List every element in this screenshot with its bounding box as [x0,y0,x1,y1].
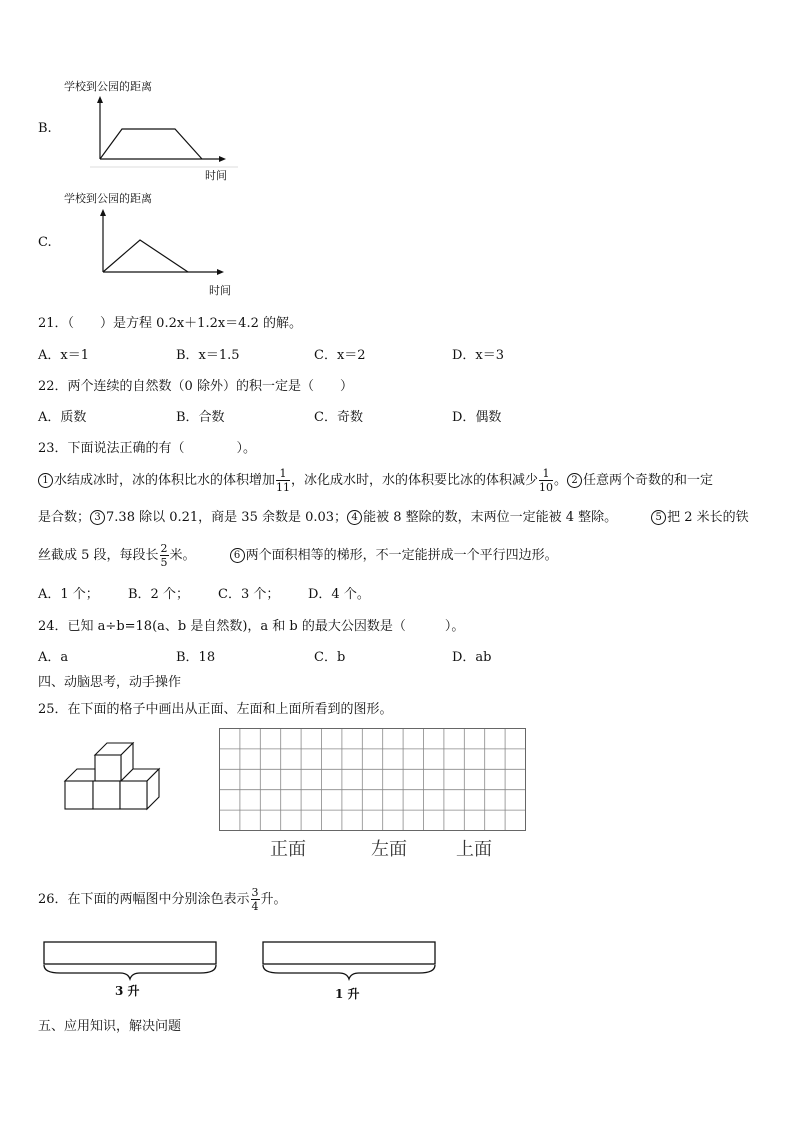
graph-c-xlabel: 时间 [209,284,231,297]
section-5-heading: 五、应用知识，解决问题 [38,1019,182,1034]
q23-s5a: 把 2 米长的铁 [667,510,749,525]
graph-c-ylabel: 学校到公园的距离 [64,192,152,205]
circle-num-1: 1 [38,473,53,488]
bottom-cube-1 [65,781,93,809]
graph-b-y-arrow [97,96,103,103]
fraction-denominator: 11 [276,481,291,494]
circle-num-2: 2 [567,473,582,488]
q23-s4: 能被 8 整除的数，末两位一定能被 4 整除。 [363,510,618,525]
label-left-view: 左面 [371,839,407,860]
fraction-denominator: 4 [251,900,259,913]
bottom-cube-2 [93,781,120,809]
fraction-2-5 [160,543,169,568]
q23-s1a: 水结成冰时，冰的体积比水的体积增加 [54,473,276,488]
graph-c-y-arrow [100,209,106,216]
q24-option-d: D．ab [452,650,492,665]
q24-stem: 24．已知 a÷b=18(a、b 是自然数)，a 和 b 的最大公因数是（ ）。 [38,619,465,634]
q23-option-d: D．4 个。 [308,587,370,602]
label-front-view: 正面 [270,839,306,860]
circle-num-6: 6 [230,548,245,563]
graph-b-x-arrow [219,156,226,162]
q22-option-a: A．质数 [38,410,87,425]
option-b-label: B. [38,121,52,136]
q23-line3a: 丝截成 5 段，每段长 [38,548,159,563]
q26-stem-a: 26．在下面的两幅图中分别涂色表示 [38,892,250,907]
bar-3-liters-rect [44,942,216,964]
q23-stem: 23．下面说法正确的有（ ）。 [38,441,257,456]
q21-option-d: D．x＝3 [452,348,505,363]
q23-s3: 7.38 除以 0.21，商是 35 余数是 0.03； [106,510,348,525]
q26-stem [38,887,287,912]
q23-line-2 [38,508,749,528]
fraction-denominator: 5 [160,556,168,569]
bar-3-liters[interactable] [40,939,220,981]
fraction-1-11 [276,468,290,493]
q23-option-a: A．1 个； [38,587,99,602]
bar-1-liter-brace [263,965,435,979]
grid-border [220,729,526,831]
fraction-1-10 [539,468,553,493]
bar-1-liter-label: 1 升 [335,987,360,1001]
left-cube-top-face [65,769,95,781]
graph-b [90,96,240,168]
q25-stem: 25．在下面的格子中画出从正面、左面和上面所看到的图形。 [38,702,393,717]
top-cube-front-face [95,755,121,781]
circle-num-5: 5 [651,510,666,525]
bar-3-liters-label: 3 升 [115,984,140,998]
q22-stem: 22．两个连续的自然数（0 除外）的积一定是（ ） [38,379,353,394]
cube-stack-figure [62,742,168,812]
q21-option-c: C．x＝2 [314,348,366,363]
circle-num-4: 4 [347,510,362,525]
q24-option-c: C．b [314,650,346,665]
q23-s1b: ，冰化成水时，水的体积要比冰的体积减少 [291,473,539,488]
q21-option-a: A．x＝1 [38,348,89,363]
q22-option-c: C．奇数 [314,410,363,425]
q23-line2a: 是合数； [38,510,91,525]
option-c-label: C. [38,235,52,250]
q22-option-d: D．偶数 [452,410,502,425]
bottom-cube-3 [120,781,147,809]
circle-num-3: 3 [90,510,105,525]
q23-line-1: 1 水结成冰时，冰的体积比水的体积增加 $\frac{1}{11}$ ，冰化成水时，水的体积要比冰的体积减少 $\frac{1}{10}$ 。 2 任意两个奇数的和一定 [38,468,713,493]
q23-s2: 任意两个奇数的和一定 [583,473,714,488]
fraction-numerator: 1 [539,468,553,481]
graph-b-ylabel: 学校到公园的距离 [64,80,152,93]
bar-3-liters-brace [44,965,216,979]
graph-c-x-arrow [217,269,224,275]
q24-option-a: A．a [38,650,69,665]
graph-b-line [100,129,202,159]
drawing-grid[interactable] [219,728,527,832]
section-4-heading: 四、动脑思考，动手操作 [38,675,182,690]
label-top-view: 上面 [456,839,492,860]
graph-c [92,208,237,278]
q22-option-b: B．合数 [176,410,225,425]
q21-option-b: B．x＝1.5 [176,348,240,363]
q24-option-b: B．18 [176,650,216,665]
q23-s6: 两个面积相等的梯形，不一定能拼成一个平行四边形。 [245,548,558,563]
graph-b-xlabel: 时间 [205,169,227,182]
fraction-numerator: 3 [251,886,259,899]
fraction-denominator: 10 [539,481,554,494]
q23-line-3 [38,543,558,568]
q23-option-b: B．2 个； [128,587,189,602]
fraction-numerator: 1 [276,468,290,481]
q23-option-c: C．3 个； [218,587,280,602]
q26-stem-b: 升。 [260,892,287,907]
bar-1-liter-rect [263,942,435,964]
q21-stem: 21．（ ）是方程 0.2x＋1.2x＝4.2 的解。 [38,316,302,331]
fraction-numerator: 2 [160,542,168,555]
graph-c-line [103,240,188,272]
bar-1-liter[interactable] [259,939,439,981]
fraction-3-4 [251,887,260,912]
q23-line3b: 米。 [169,548,196,563]
